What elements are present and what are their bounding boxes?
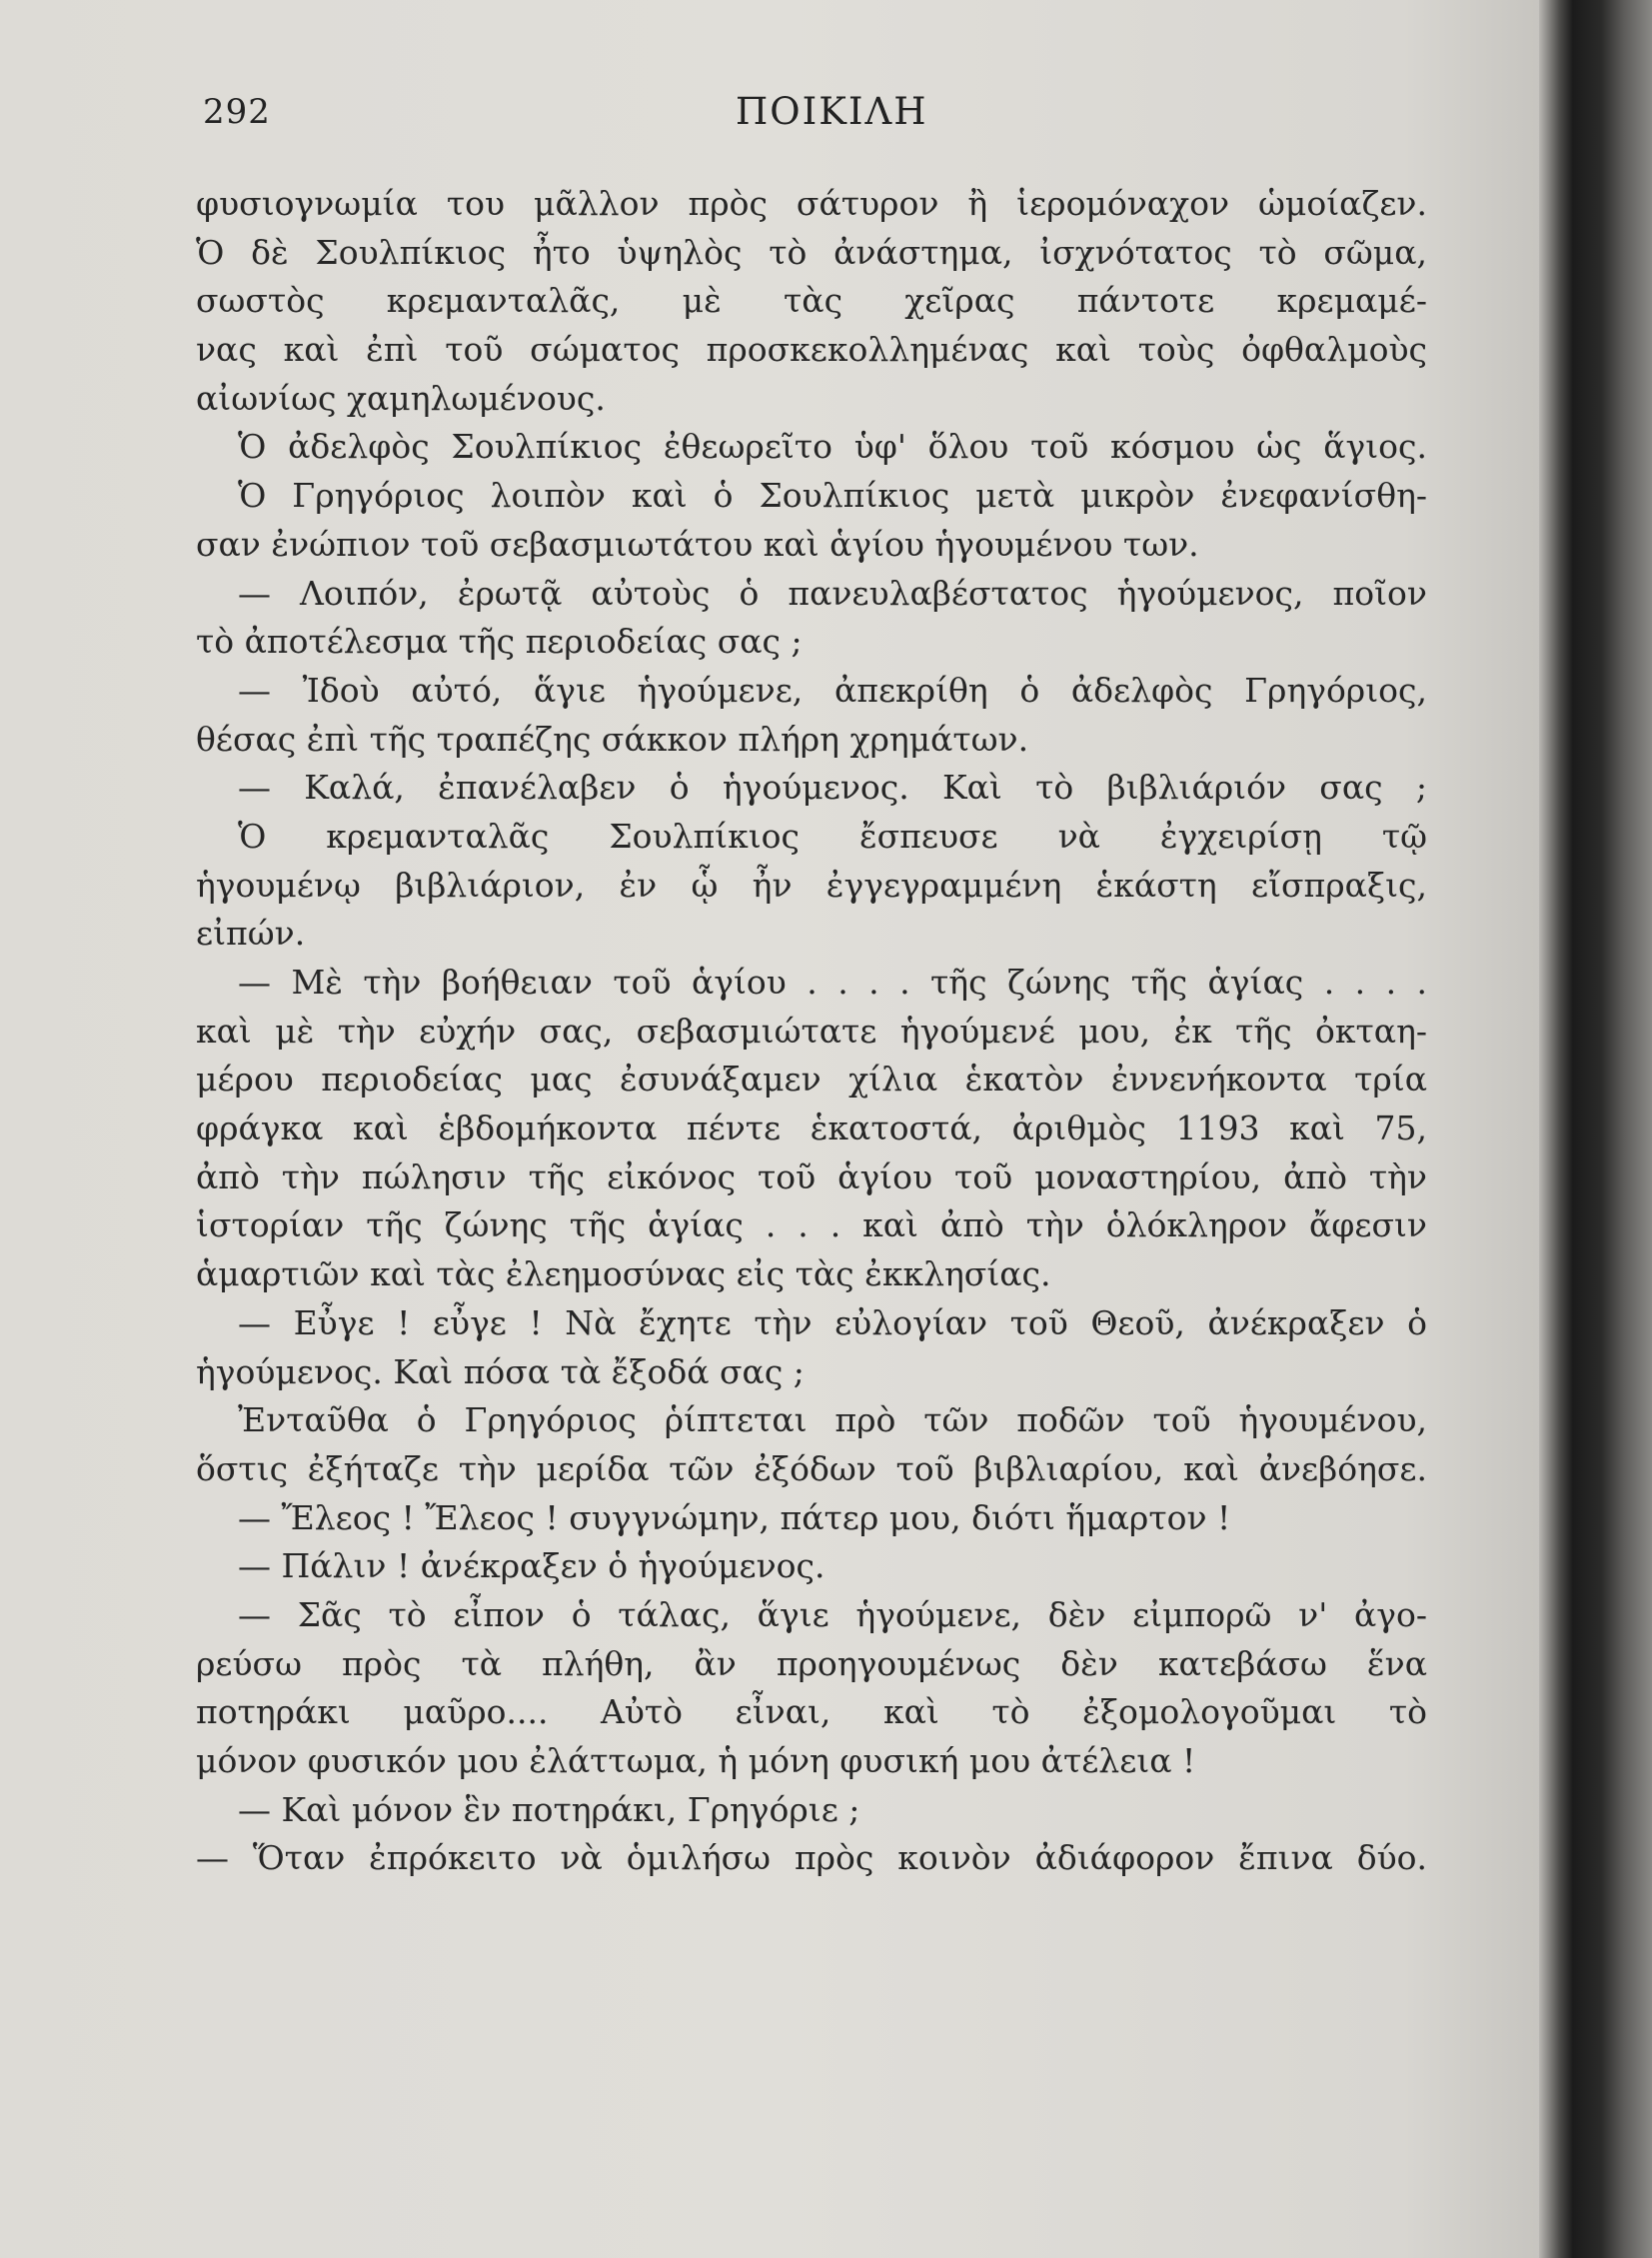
- text-line: ποτηράκι μαῦρο.... Αὐτὸ εἶναι, καὶ τὸ ἐξομολογοῦμαι τὸ: [196, 1692, 1427, 1732]
- page-number: 292: [203, 92, 271, 132]
- text-line: ρεύσω πρὸς τὰ πλήθη, ἂν προηγουμένως δὲν κατεβάσω ἕνα: [196, 1643, 1427, 1683]
- text-line: Ἐνταῦθα ὁ Γρηγόριος ῥίπτεται πρὸ τῶν ποδῶν τοῦ ἡγουμένου,: [238, 1400, 1427, 1440]
- text-line: ἡγουμένῳ βιβλιάριον, ἐν ᾧ ἦν ἐγγεγραμμένη ἑκάστη εἴσπραξις,: [196, 865, 1427, 905]
- text-line: ὅστις ἐξήταζε τὴν μερίδα τῶν ἐξόδων τοῦ βιβλιαρίου, καὶ ἀνεβόησε.: [196, 1448, 1427, 1488]
- text-line: ἁμαρτιῶν καὶ τὰς ἐλεημοσύνας εἰς τὰς ἐκκλησίας.: [196, 1254, 1051, 1294]
- text-line: Ὁ κρεμανταλᾶς Σουλπίκιος ἔσπευσε νὰ ἐγχειρίσῃ τῷ: [238, 816, 1427, 856]
- text-line: Ὁ ἀδελφὸς Σουλπίκιος ἐθεωρεῖτο ὑφ' ὅλου τοῦ κόσμου ὡς ἅγιος.: [238, 427, 1427, 467]
- text-line: — Ἰδοὺ αὐτό, ἅγιε ἡγούμενε, ἀπεκρίθη ὁ ἀδελφὸς Γρηγόριος,: [238, 670, 1427, 710]
- text-line: ἀπὸ τὴν πώλησιν τῆς εἰκόνος τοῦ ἁγίου τοῦ μοναστηρίου, ἀπὸ τὴν: [196, 1156, 1427, 1196]
- text-line: — Ὅταν ἐπρόκειτο νὰ ὁμιλήσω πρὸς κοινὸν ἀδιάφορον ἔπινα δύο.: [196, 1838, 1427, 1878]
- text-line: μόνον φυσικόν μου ἐλάττωμα, ἡ μόνη φυσική μου ἀτέλεια !: [196, 1741, 1196, 1780]
- text-line: νας καὶ ἐπὶ τοῦ σώματος προσκεκολλημένας καὶ τοὺς ὀφθαλμοὺς: [196, 330, 1427, 370]
- text-line: σωστὸς κρεμανταλᾶς, μὲ τὰς χεῖρας πάντοτε κρεμαμέ-: [196, 281, 1427, 321]
- running-title: ΠΟΙΚΙΛΗ: [736, 90, 928, 133]
- text-line: μέρου περιοδείας μας ἐσυνάξαμεν χίλια ἑκατὸν ἐννενήκοντα τρία: [196, 1060, 1427, 1100]
- text-line: θέσας ἐπὶ τῆς τραπέζης σάκκον πλήρη χρημάτων.: [196, 719, 1029, 759]
- text-line: — Καλά, ἐπανέλαβεν ὁ ἡγούμενος. Καὶ τὸ βιβλιάριόν σας ;: [238, 768, 1427, 808]
- text-line: σαν ἐνώπιον τοῦ σεβασμιωτάτου καὶ ἁγίου ἡγουμένου των.: [196, 524, 1199, 564]
- text-line: — Σᾶς τὸ εἶπον ὁ τάλας, ἅγιε ἡγούμενε, δὲν εἰμπορῶ ν' ἀγο-: [238, 1594, 1427, 1634]
- text-line: καὶ μὲ τὴν εὐχήν σας, σεβασμιώτατε ἡγούμενέ μου, ἐκ τῆς ὀκταη-: [196, 1011, 1427, 1051]
- text-line: — Ἔλεος ! Ἔλεος ! συγγνώμην, πάτερ μου, διότι ἥμαρτον !: [238, 1497, 1231, 1537]
- text-line: — Καὶ μόνον ἓν ποτηράκι, Γρηγόριε ;: [238, 1789, 860, 1829]
- text-body: [196, 180, 1427, 1883]
- text-line: φυσιογνωμία του μᾶλλον πρὸς σάτυρον ἢ ἱερομόναχον ὡμοίαζεν.: [196, 184, 1427, 223]
- text-line: — Λοιπόν, ἐρωτᾷ αὐτοὺς ὁ πανευλαβέστατος ἡγούμενος, ποῖον: [238, 573, 1427, 613]
- text-line: — Εὖγε ! εὖγε ! Νὰ ἔχητε τὴν εὐλογίαν τοῦ Θεοῦ, ἀνέκραξεν ὁ: [238, 1302, 1427, 1342]
- text-line: Ὁ δὲ Σουλπίκιος ἦτο ὑψηλὸς τὸ ἀνάστημα, ἰσχνότατος τὸ σῶμα,: [196, 232, 1427, 272]
- text-line: Ὁ Γρηγόριος λοιπὸν καὶ ὁ Σουλπίκιος μετὰ μικρὸν ἐνεφανίσθη-: [238, 476, 1427, 516]
- text-line: τὸ ἀποτέλεσμα τῆς περιοδείας σας ;: [196, 622, 803, 662]
- book-gutter-shadow: [1539, 0, 1652, 2258]
- text-line: αἰωνίως χαμηλωμένους.: [196, 378, 606, 418]
- text-line: εἰπών.: [196, 914, 306, 954]
- text-line: — Μὲ τὴν βοήθειαν τοῦ ἁγίου . . . . τῆς ζώνης τῆς ἁγίας . . . .: [238, 963, 1427, 1002]
- text-line: ἡγούμενος. Καὶ πόσα τὰ ἔξοδά σας ;: [196, 1351, 805, 1391]
- text-line: — Πάλιν ! ἀνέκραξεν ὁ ἡγούμενος.: [238, 1546, 826, 1586]
- text-line: ἱστορίαν τῆς ζώνης τῆς ἁγίας . . . καὶ ἀπὸ τὴν ὁλόκληρον ἄφεσιν: [196, 1205, 1427, 1245]
- text-line: φράγκα καὶ ἑβδομήκοντα πέντε ἑκατοστά, ἀριθμὸς 1193 καὶ 75,: [196, 1109, 1427, 1148]
